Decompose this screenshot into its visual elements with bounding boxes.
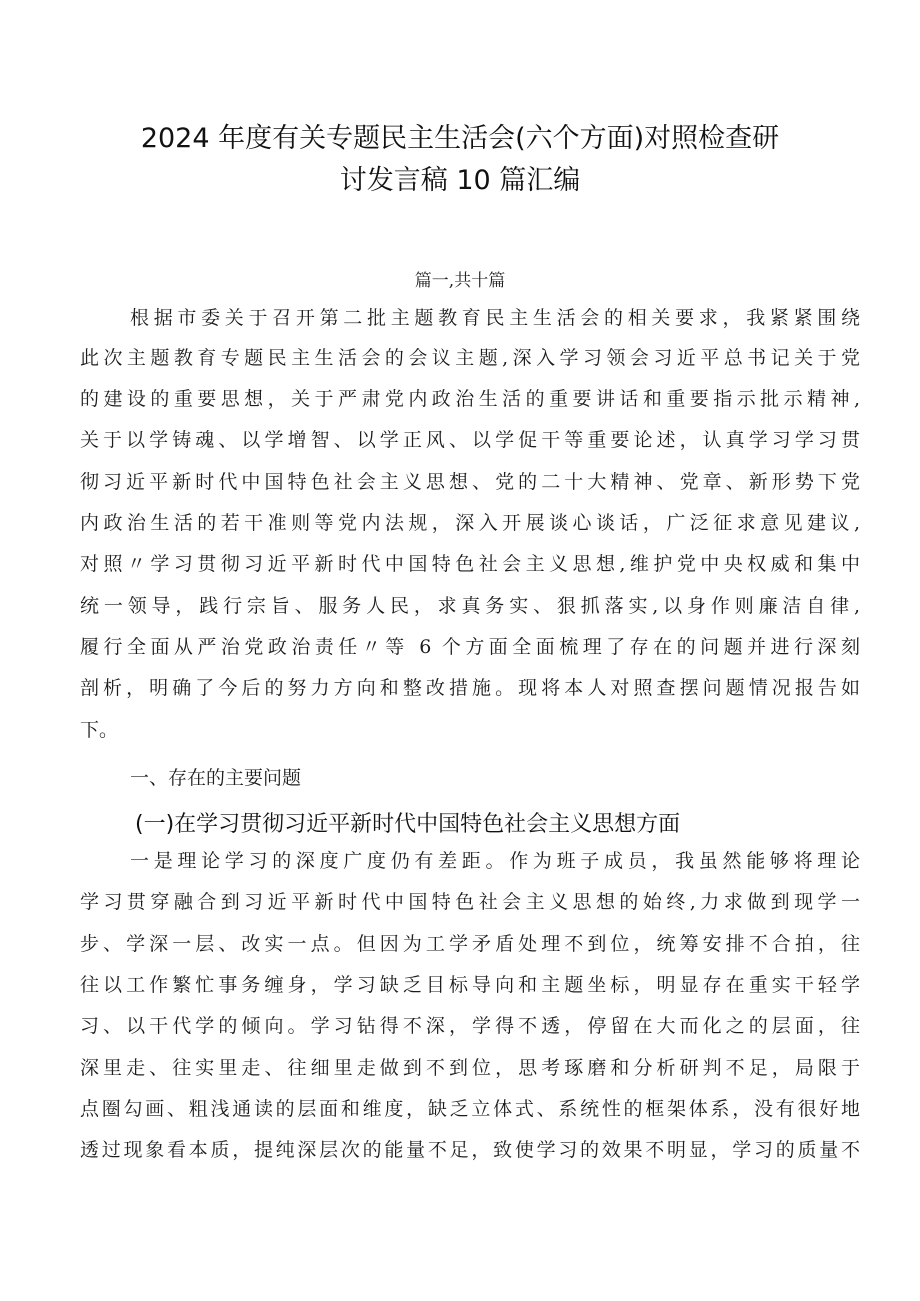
paragraph-2-line: 习、以干代学的倾向。学习钻得不深，学得不透，停留在大而化之的层面，往	[80, 1015, 860, 1037]
paragraph-2-line: 深里走、往实里走、往细里走做到不到位，思考琢磨和分析研判不足，局限于	[80, 1057, 860, 1079]
paragraph-1-line: 的建设的重要思想，关于严肃党内政治生活的重要讲话和重要指示批示精神,	[80, 388, 860, 410]
paragraph-1-line: 彻习近平新时代中国特色社会主义思想、党的二十大精神、党章、新形势下党	[80, 471, 860, 493]
paragraph-2-line: 步、学深一层、改实一点。但因为工学矛盾处理不到位，统筹安排不合拍，往	[80, 933, 860, 955]
document-title-line-1: 2024 年度有关专题民主生活会(六个方面)对照检查研	[140, 123, 780, 154]
document-title-line-2: 讨发言稿 10 篇汇编	[339, 165, 581, 196]
paragraph-1-line: 此次主题教育专题民主生活会的会议主题,深入学习领会习近平总书记关于党	[80, 347, 860, 369]
paragraph-2-line: 学习贯穿融合到习近平新时代中国特色社会主义思想的始终,力求做到现学一	[80, 891, 860, 913]
paragraph-1-line: 内政治生活的若干准则等党内法规，深入开展谈心谈话，广泛征求意见建议,	[80, 512, 860, 534]
paragraph-1-line: 统一领导，践行宗旨、服务人民，求真务实、狠抓落实,以身作则廉洁自律,	[80, 595, 860, 617]
paragraph-1-line: 剖析，明确了今后的努力方向和整改措施。现将本人对照查摆问题情况报告如	[80, 677, 860, 699]
paragraph-2-line: 点圈勾画、粗浅通读的层面和维度，缺乏立体式、系统性的框架体系，没有很好地	[80, 1098, 860, 1120]
paragraph-2-line: 往以工作繁忙事务缠身，学习缺乏目标导向和主题坐标，明显存在重实干轻学	[80, 974, 860, 996]
paragraph-1-line: 根据市委关于召开第二批主题教育民主生活会的相关要求，我紧紧围绕	[130, 307, 860, 329]
section-heading: 一、存在的主要问题	[130, 767, 302, 789]
paragraph-1-line: 履行全面从严治党政治责任〃等 6 个方面全面梳理了存在的问题并进行深刻	[80, 636, 860, 658]
subsection-heading: (一)在学习贯彻习近平新时代中国特色社会主义思想方面	[135, 812, 681, 837]
paragraph-2-line: 透过现象看本质，提纯深层次的能量不足，致使学习的效果不明显，学习的质量不	[80, 1139, 860, 1161]
paragraph-1-line: 关于以学铸魂、以学增智、以学正风、以学促干等重要论述，认真学习学习贯	[80, 429, 860, 451]
document-subtitle: 篇一,共十篇	[414, 271, 506, 291]
paragraph-2-line: 一是理论学习的深度广度仍有差距。作为班子成员，我虽然能够将理论	[130, 850, 860, 872]
paragraph-1-line: 对照〃学习贯彻习近平新时代中国特色社会主义思想,维护党中央权威和集中	[80, 553, 860, 575]
paragraph-1-line: 下。	[80, 719, 119, 741]
